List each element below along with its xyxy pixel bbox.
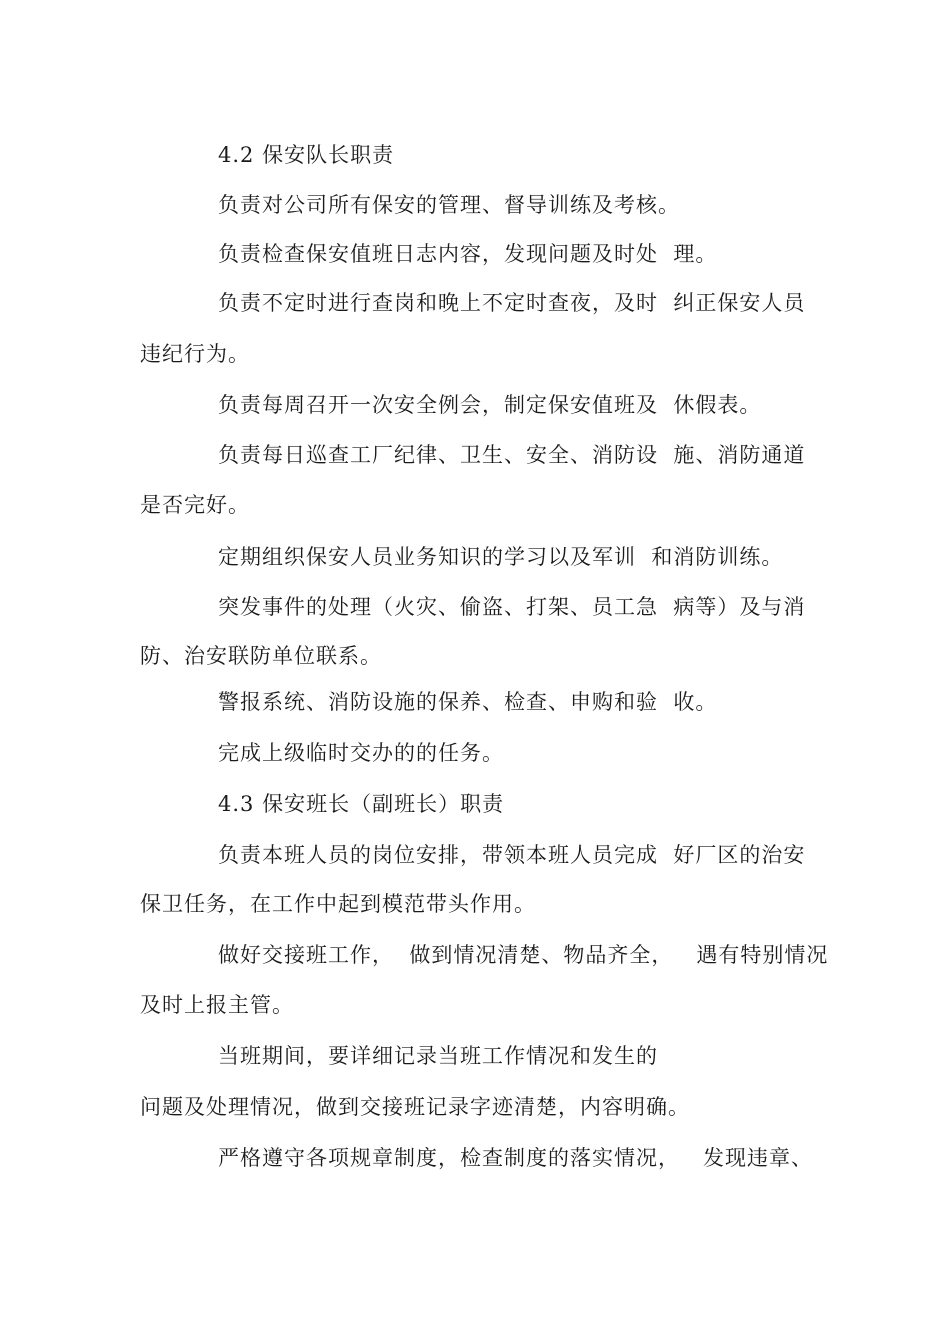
paragraph-line: 违纪行为。 — [140, 342, 250, 366]
paragraph-line: 负责检查保安值班日志内容，发现问题及时处 理。 — [218, 242, 718, 266]
paragraph-line: 严格遵守各项规章制度，检查制度的落实情况， 发现违章、 — [218, 1146, 814, 1170]
paragraph-line: 保卫任务，在工作中起到模范带头作用。 — [140, 892, 536, 916]
paragraph-line: 防、治安联防单位联系。 — [140, 644, 382, 668]
paragraph-line: 当班期间，要详细记录当班工作情况和发生的 — [218, 1044, 658, 1068]
section-heading-4-2: 4.2 保安队长职责 — [218, 143, 395, 167]
section-heading-4-3: 4.3 保安班长（副班长）职责 — [218, 792, 505, 816]
paragraph-line: 负责每日巡查工厂纪律、卫生、安全、消防设 施、消防通道 — [218, 443, 806, 467]
paragraph-line: 及时上报主管。 — [140, 993, 294, 1017]
paragraph-line: 做好交接班工作， 做到情况清楚、物品齐全， 遇有特别情况 — [218, 943, 829, 967]
paragraph-line: 负责每周召开一次安全例会，制定保安值班及 休假表。 — [218, 393, 762, 417]
paragraph-line: 负责不定时进行查岗和晚上不定时查夜，及时 纠正保安人员 — [218, 291, 806, 315]
paragraph-line: 警报系统、消防设施的保养、检查、申购和验 收。 — [218, 690, 718, 714]
paragraph-line: 问题及处理情况，做到交接班记录字迹清楚，内容明确。 — [140, 1095, 690, 1119]
paragraph-line: 完成上级临时交办的的任务。 — [218, 741, 504, 765]
paragraph-line: 是否完好。 — [140, 493, 250, 517]
paragraph-line: 负责对公司所有保安的管理、督导训练及考核。 — [218, 193, 680, 217]
paragraph-line: 定期组织保安人员业务知识的学习以及军训 和消防训练。 — [218, 545, 784, 569]
paragraph-line: 负责本班人员的岗位安排，带领本班人员完成 好厂区的治安 — [218, 843, 806, 867]
paragraph-line: 突发事件的处理（火灾、偷盗、打架、员工急 病等）及与消 — [218, 595, 806, 619]
